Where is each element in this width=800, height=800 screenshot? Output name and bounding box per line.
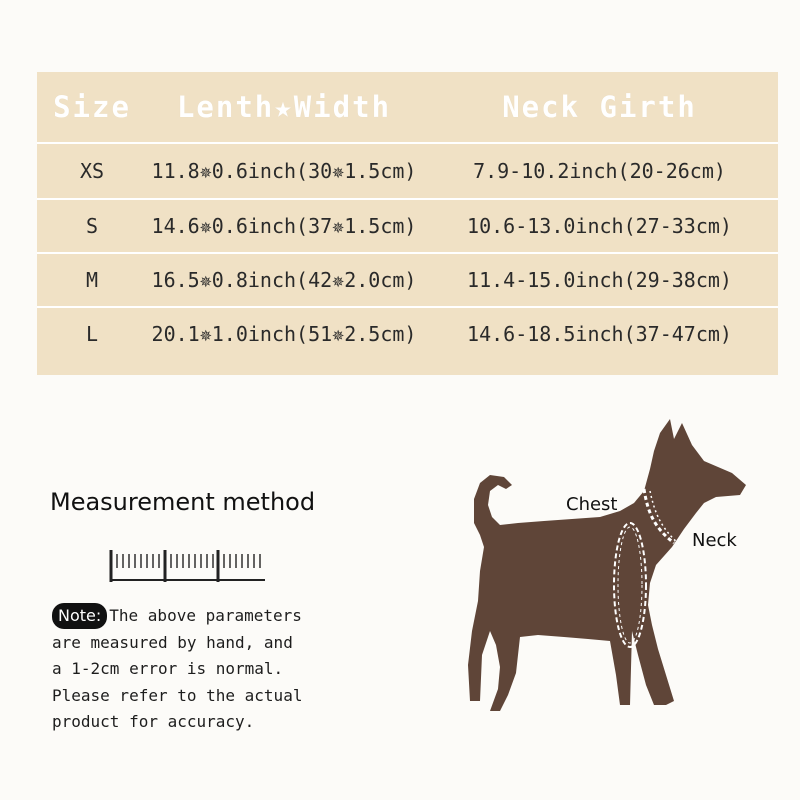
cell-size: L	[85, 322, 99, 346]
note-line: are measured by hand, and	[52, 632, 293, 652]
ruler-icon	[108, 546, 268, 586]
header-length-width: Lenth★Width	[176, 90, 392, 124]
chest-label: Chest	[566, 494, 618, 515]
measurement-method-title: Measurement method	[50, 488, 316, 516]
cell-length-width: 16.5✵0.8inch(42✵2.0cm)	[151, 268, 417, 292]
table-row	[37, 144, 778, 198]
table-header-row	[37, 72, 778, 142]
table-row	[37, 200, 778, 252]
cell-length-width: 20.1✵1.0inch(51✵2.5cm)	[151, 322, 417, 346]
note-line	[52, 603, 362, 630]
cell-neck-girth: 10.6-13.0inch(27-33cm)	[467, 214, 732, 238]
note-text	[52, 603, 362, 736]
header-size: Size	[53, 90, 131, 124]
note-line-text: The above parameters	[109, 606, 302, 625]
cell-size: S	[85, 214, 99, 238]
cell-length-width: 11.8✵0.6inch(30✵1.5cm)	[151, 159, 417, 183]
cell-neck-girth: 14.6-18.5inch(37-47cm)	[467, 322, 732, 346]
note-line: Please refer to the actual	[52, 685, 303, 705]
cell-size: XS	[79, 159, 105, 183]
neck-label: Neck	[692, 530, 737, 551]
cell-size: M	[85, 268, 99, 292]
note-line: a 1-2cm error is normal.	[52, 659, 284, 678]
table-row	[37, 254, 778, 306]
size-table	[37, 72, 778, 375]
note-badge: Note:	[52, 603, 107, 629]
cell-neck-girth: 11.4-15.0inch(29-38cm)	[467, 268, 732, 292]
cell-neck-girth: 7.9-10.2inch(20-26cm)	[473, 159, 726, 183]
table-row	[37, 308, 778, 360]
header-neck-girth: Neck Girth	[502, 90, 697, 124]
note-line: product for accuracy.	[52, 712, 255, 731]
dog-silhouette-icon	[460, 405, 760, 725]
cell-length-width: 14.6✵0.6inch(37✵1.5cm)	[151, 214, 417, 238]
